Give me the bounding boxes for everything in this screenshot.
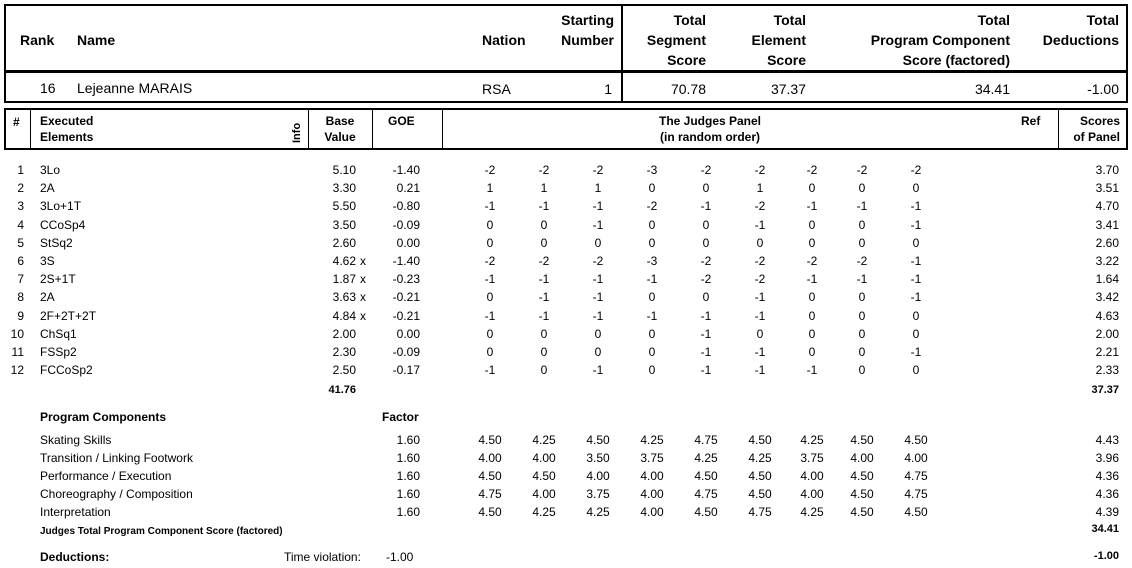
element-goe: 0.00 — [396, 235, 420, 250]
element-score: 2.00 — [1095, 326, 1119, 341]
element-row — [0, 288, 1132, 306]
element-base: 5.10 — [332, 163, 356, 177]
judge-mark: 0 — [486, 217, 494, 232]
component-judge-mark: 4.25 — [640, 433, 664, 447]
component-score: 4.43 — [1095, 433, 1119, 447]
judge-mark: -1 — [538, 272, 550, 287]
judge-mark: 0 — [594, 345, 602, 359]
component-score: 3.96 — [1095, 451, 1119, 465]
element-base: 2.30 — [332, 345, 356, 359]
element-number: 1 — [17, 163, 24, 177]
element-number: 5 — [17, 235, 24, 250]
judge-mark: -1 — [910, 254, 922, 268]
element-code: ChSq1 — [40, 326, 77, 341]
judge-mark: 0 — [540, 326, 548, 341]
component-name: Choreography / Composition — [40, 487, 193, 501]
judge-mark: -1 — [592, 363, 604, 378]
component-row — [0, 449, 1132, 467]
component-name: Performance / Execution — [40, 469, 172, 483]
element-row — [0, 179, 1132, 197]
element-code: 3S — [40, 254, 55, 268]
judge-mark: 0 — [912, 326, 920, 341]
element-code: 3Lo+1T — [40, 199, 82, 214]
element-code: 2F+2T+2T — [40, 308, 97, 323]
divider-goe — [442, 108, 443, 150]
element-base: 5.50 — [332, 199, 356, 214]
component-factor: 1.60 — [396, 469, 420, 483]
judge-mark: 0 — [858, 290, 866, 305]
judge-mark: 0 — [808, 235, 816, 250]
goe-header: GOE — [388, 114, 415, 128]
element-goe: -1.40 — [392, 163, 420, 177]
component-judge-mark: 4.50 — [694, 469, 718, 483]
element-base: 4.84 — [332, 308, 356, 323]
judge-mark: -3 — [646, 254, 658, 268]
component-judge-mark: 4.75 — [478, 487, 502, 501]
judge-mark: -1 — [646, 272, 658, 287]
judge-mark: -1 — [700, 199, 712, 214]
component-judge-mark: 4.50 — [850, 433, 874, 447]
judge-mark: 0 — [486, 235, 494, 250]
judge-mark: -1 — [910, 217, 922, 232]
element-row — [0, 197, 1132, 215]
element-goe: -0.09 — [392, 217, 420, 232]
element-number: 8 — [17, 290, 24, 305]
judge-mark: -2 — [754, 163, 766, 177]
judge-mark: 0 — [808, 308, 816, 323]
component-factor: 1.60 — [396, 451, 420, 465]
judge-mark: -1 — [910, 272, 922, 287]
element-goe: -0.21 — [392, 290, 420, 305]
judge-mark: -2 — [484, 163, 496, 177]
component-judge-mark: 4.25 — [586, 505, 610, 519]
component-judge-mark: 4.50 — [748, 487, 772, 501]
element-goe: -0.17 — [392, 363, 420, 378]
element-row — [0, 234, 1132, 252]
element-row — [0, 343, 1132, 361]
skater-name: Lejeanne MARAIS — [77, 80, 193, 96]
component-judge-mark: 4.25 — [694, 451, 718, 465]
component-judge-mark: 4.75 — [904, 487, 928, 501]
element-score: 3.22 — [1095, 254, 1119, 268]
nation-header: Nation — [482, 32, 526, 48]
judge-mark: -1 — [538, 199, 550, 214]
judge-mark: 0 — [702, 290, 710, 305]
element-number: 4 — [17, 217, 24, 232]
component-judge-mark: 3.75 — [640, 451, 664, 465]
judge-mark: 0 — [540, 345, 548, 359]
element-score: 3.70 — [1095, 163, 1119, 177]
component-judge-mark: 4.50 — [748, 469, 772, 483]
element-number: 11 — [11, 345, 24, 359]
component-judge-mark: 4.25 — [800, 505, 824, 519]
judge-mark: -1 — [856, 199, 868, 214]
element-row — [0, 325, 1132, 343]
element-score: 3.51 — [1095, 181, 1119, 196]
judge-mark: -1 — [806, 363, 818, 378]
judge-mark: -2 — [700, 163, 712, 177]
element-goe: -0.80 — [392, 199, 420, 214]
element-base: 3.50 — [332, 217, 356, 232]
judge-mark: -1 — [592, 217, 604, 232]
component-score: 4.39 — [1095, 505, 1119, 519]
judge-mark: -2 — [806, 163, 818, 177]
element-code: FCCoSp2 — [40, 363, 93, 378]
judge-mark: 0 — [648, 290, 656, 305]
judge-mark: 0 — [858, 363, 866, 378]
judge-mark: -1 — [484, 199, 496, 214]
judge-mark: -1 — [754, 290, 766, 305]
judge-mark: 0 — [648, 235, 656, 250]
component-judge-mark: 4.75 — [694, 433, 718, 447]
element-number: 10 — [10, 326, 24, 341]
judge-mark: 0 — [858, 181, 866, 196]
judge-mark: 0 — [912, 181, 920, 196]
judge-mark: 0 — [486, 326, 494, 341]
judge-mark: -1 — [592, 290, 604, 305]
component-judge-mark: 4.50 — [478, 469, 502, 483]
judge-mark: 0 — [648, 326, 656, 341]
judge-mark: -1 — [806, 199, 818, 214]
judge-mark: 0 — [912, 235, 920, 250]
judge-mark: -1 — [592, 272, 604, 287]
divider-num — [30, 108, 31, 150]
info-header: Info — [291, 122, 303, 143]
element-base: 3.30 — [332, 181, 356, 196]
scores-header: Scores of Panel — [1073, 114, 1120, 144]
judge-mark: 0 — [486, 345, 494, 359]
judge-mark: -2 — [754, 272, 766, 287]
judge-mark: 0 — [808, 217, 816, 232]
tss-header: Total Segment Score — [646, 12, 706, 68]
divider-scores — [1058, 108, 1059, 150]
component-judge-mark: 4.25 — [532, 433, 556, 447]
ded-header: Total Deductions — [1042, 12, 1119, 48]
judge-mark: -2 — [592, 254, 604, 268]
pcs-header: Total Program Component Score (factored) — [870, 12, 1010, 68]
element-goe: 0.00 — [396, 326, 420, 341]
component-factor: 1.60 — [396, 487, 420, 501]
element-bonus-marker: x — [360, 254, 366, 268]
skater-tss: 70.78 — [670, 81, 706, 97]
judge-mark: 0 — [648, 181, 656, 196]
component-judge-mark: 4.25 — [800, 433, 824, 447]
divider-base — [372, 108, 373, 150]
judge-mark: 0 — [858, 235, 866, 250]
judge-mark: 0 — [486, 290, 494, 305]
element-score: 3.41 — [1095, 217, 1119, 232]
judge-mark: -2 — [538, 254, 550, 268]
component-score: 4.36 — [1095, 487, 1119, 501]
pcs-total-label: Judges Total Program Component Score (factored) — [40, 526, 283, 537]
skater-ded: -1.00 — [1087, 81, 1119, 97]
pcs-total: 34.41 — [1091, 523, 1119, 535]
element-score: 4.70 — [1095, 199, 1119, 214]
judge-mark: 0 — [594, 326, 602, 341]
judge-mark: 0 — [808, 290, 816, 305]
judge-mark: 0 — [858, 345, 866, 359]
component-judge-mark: 4.75 — [748, 505, 772, 519]
deductions-total: -1.00 — [1093, 550, 1119, 562]
tes-total: 37.37 — [1091, 384, 1119, 396]
element-code: FSSp2 — [40, 345, 77, 359]
judge-mark: -1 — [754, 363, 766, 378]
tes-header: Total Element Score — [751, 12, 806, 68]
judge-mark: 0 — [648, 345, 656, 359]
component-judge-mark: 4.50 — [850, 487, 874, 501]
component-judge-mark: 4.00 — [532, 451, 556, 465]
component-judge-mark: 4.50 — [532, 469, 556, 483]
component-judge-mark: 4.00 — [904, 451, 928, 465]
judge-mark: -2 — [592, 163, 604, 177]
element-goe: -0.21 — [392, 308, 420, 323]
element-score: 3.42 — [1095, 290, 1119, 305]
judge-mark: -1 — [754, 345, 766, 359]
judge-mark: -1 — [910, 199, 922, 214]
element-base: 4.62 — [332, 254, 356, 268]
element-score: 2.60 — [1095, 235, 1119, 250]
component-score: 4.36 — [1095, 469, 1119, 483]
judge-mark: 0 — [540, 217, 548, 232]
element-row — [0, 216, 1132, 234]
element-goe: -0.23 — [392, 272, 420, 287]
judge-mark: 0 — [540, 363, 548, 378]
judge-mark: -1 — [856, 272, 868, 287]
element-code: StSq2 — [40, 235, 73, 250]
judge-mark: 0 — [858, 217, 866, 232]
skater-pcs: 34.41 — [974, 81, 1010, 97]
element-goe: -0.09 — [392, 345, 420, 359]
component-judge-mark: 4.50 — [850, 469, 874, 483]
element-code: CCoSp4 — [40, 217, 86, 232]
judge-mark: -2 — [806, 254, 818, 268]
judge-mark: -1 — [700, 326, 712, 341]
element-number: 12 — [10, 363, 24, 378]
judge-mark: 0 — [648, 363, 656, 378]
element-code: 2A — [40, 181, 55, 196]
judge-mark: -1 — [646, 308, 658, 323]
judge-mark: -1 — [700, 345, 712, 359]
judge-mark: 0 — [702, 235, 710, 250]
factor-header: Factor — [382, 410, 419, 424]
program-components-label: Program Components — [40, 410, 167, 424]
element-goe: 0.21 — [396, 181, 420, 196]
judge-mark: -2 — [646, 199, 658, 214]
component-judge-mark: 4.50 — [586, 433, 610, 447]
judge-mark: -1 — [538, 308, 550, 323]
skater-rank: 16 — [40, 80, 56, 96]
deductions-label: Deductions: — [40, 550, 110, 564]
name-header: Name — [77, 32, 116, 48]
component-row — [0, 503, 1132, 521]
judge-mark: -2 — [754, 199, 766, 214]
component-judge-mark: 4.50 — [748, 433, 772, 447]
component-judge-mark: 4.00 — [800, 469, 824, 483]
divider-info — [308, 108, 309, 150]
element-score: 2.21 — [1095, 345, 1119, 359]
component-name: Interpretation — [40, 505, 111, 519]
ref-header: Ref — [1021, 114, 1041, 128]
num-header: # — [13, 115, 20, 129]
element-score: 1.64 — [1095, 272, 1119, 287]
judge-mark: -1 — [592, 308, 604, 323]
judge-mark: -3 — [646, 163, 658, 177]
component-factor: 1.60 — [396, 505, 420, 519]
element-bonus-marker: x — [360, 290, 366, 305]
component-judge-mark: 4.00 — [532, 487, 556, 501]
component-judge-mark: 4.00 — [640, 487, 664, 501]
judge-mark: 1 — [540, 181, 548, 196]
judge-mark: -1 — [538, 290, 550, 305]
judge-mark: -1 — [484, 363, 496, 378]
executed-header: Executed Elements — [40, 114, 94, 144]
judge-mark: 1 — [594, 181, 602, 196]
component-judge-mark: 3.75 — [586, 487, 610, 501]
judge-mark: -2 — [910, 163, 922, 177]
element-row — [0, 252, 1132, 270]
component-row — [0, 467, 1132, 485]
element-code: 3Lo — [40, 163, 61, 177]
element-bonus-marker: x — [360, 272, 366, 287]
element-base: 2.00 — [332, 326, 356, 341]
base-total: 41.76 — [328, 384, 356, 396]
judge-mark: 0 — [540, 235, 548, 250]
judge-mark: -1 — [700, 308, 712, 323]
judge-mark: -1 — [700, 363, 712, 378]
judge-mark: 0 — [648, 217, 656, 232]
judge-mark: 0 — [756, 326, 764, 341]
element-row — [0, 161, 1132, 179]
skater-tes: 37.37 — [770, 81, 806, 97]
judge-mark: 0 — [756, 235, 764, 250]
element-base: 2.60 — [332, 235, 356, 250]
element-row — [0, 307, 1132, 325]
judge-mark: 0 — [702, 181, 710, 196]
starting-number-header: Starting Number — [561, 12, 614, 48]
component-judge-mark: 4.50 — [904, 505, 928, 519]
component-row — [0, 485, 1132, 503]
judge-mark: -1 — [484, 272, 496, 287]
judge-mark: 0 — [808, 345, 816, 359]
judge-mark: 1 — [756, 181, 764, 196]
element-base: 2.50 — [332, 363, 356, 378]
element-row — [0, 270, 1132, 288]
judge-mark: 0 — [594, 235, 602, 250]
component-judge-mark: 4.50 — [478, 433, 502, 447]
component-judge-mark: 4.50 — [904, 433, 928, 447]
judge-mark: 1 — [486, 181, 494, 196]
component-judge-mark: 4.00 — [640, 505, 664, 519]
rank-header: Rank — [20, 32, 55, 48]
element-base: 3.63 — [332, 290, 356, 305]
judge-mark: -2 — [754, 254, 766, 268]
element-code: 2A — [40, 290, 55, 305]
element-number: 9 — [17, 308, 24, 323]
judge-mark: -1 — [484, 308, 496, 323]
element-bonus-marker: x — [360, 308, 366, 323]
element-number: 2 — [17, 181, 24, 196]
judges-panel-header: The Judges Panel (in random order) — [658, 114, 762, 144]
component-judge-mark: 4.25 — [748, 451, 772, 465]
judge-mark: -2 — [856, 254, 868, 268]
judge-mark: 0 — [912, 308, 920, 323]
judge-mark: -2 — [484, 254, 496, 268]
base-header: Base Value — [324, 114, 356, 144]
component-judge-mark: 4.50 — [694, 505, 718, 519]
element-number: 3 — [17, 199, 24, 214]
component-judge-mark: 4.00 — [800, 487, 824, 501]
component-judge-mark: 4.00 — [478, 451, 502, 465]
skater-nation: RSA — [482, 81, 511, 97]
time-violation-label: Time violation: — [284, 550, 361, 564]
element-number: 6 — [17, 254, 24, 268]
judge-mark: -2 — [700, 254, 712, 268]
judge-mark: -2 — [700, 272, 712, 287]
judge-mark: 0 — [912, 363, 920, 378]
element-score: 4.63 — [1095, 308, 1119, 323]
judge-mark: 0 — [858, 308, 866, 323]
component-judge-mark: 3.50 — [586, 451, 610, 465]
component-judge-mark: 4.75 — [694, 487, 718, 501]
component-judge-mark: 3.75 — [800, 451, 824, 465]
element-number: 7 — [17, 272, 24, 287]
element-row — [0, 361, 1132, 379]
judge-mark: -2 — [856, 163, 868, 177]
judge-mark: -1 — [754, 217, 766, 232]
component-name: Skating Skills — [40, 433, 112, 447]
judge-mark: -1 — [910, 345, 922, 359]
judge-mark: 0 — [808, 181, 816, 196]
element-base: 1.87 — [332, 272, 356, 287]
component-judge-mark: 4.00 — [640, 469, 664, 483]
judge-mark: 0 — [702, 217, 710, 232]
elements-header-box — [4, 108, 1128, 150]
judge-mark: 0 — [858, 326, 866, 341]
component-judge-mark: 4.50 — [850, 505, 874, 519]
time-violation-value: -1.00 — [386, 550, 414, 564]
judge-mark: -1 — [592, 199, 604, 214]
judge-mark: -1 — [754, 308, 766, 323]
component-judge-mark: 4.50 — [478, 505, 502, 519]
component-judge-mark: 4.00 — [586, 469, 610, 483]
component-judge-mark: 4.75 — [904, 469, 928, 483]
component-judge-mark: 4.25 — [532, 505, 556, 519]
judge-mark: -1 — [910, 290, 922, 305]
component-row — [0, 431, 1132, 449]
skater-starting-number: 1 — [604, 81, 612, 97]
element-goe: -1.40 — [392, 254, 420, 268]
judge-mark: -2 — [538, 163, 550, 177]
component-name: Transition / Linking Footwork — [40, 451, 193, 465]
element-code: 2S+1T — [40, 272, 76, 287]
component-factor: 1.60 — [396, 433, 420, 447]
judge-mark: -1 — [806, 272, 818, 287]
element-score: 2.33 — [1095, 363, 1119, 378]
judge-mark: 0 — [808, 326, 816, 341]
component-judge-mark: 4.00 — [850, 451, 874, 465]
